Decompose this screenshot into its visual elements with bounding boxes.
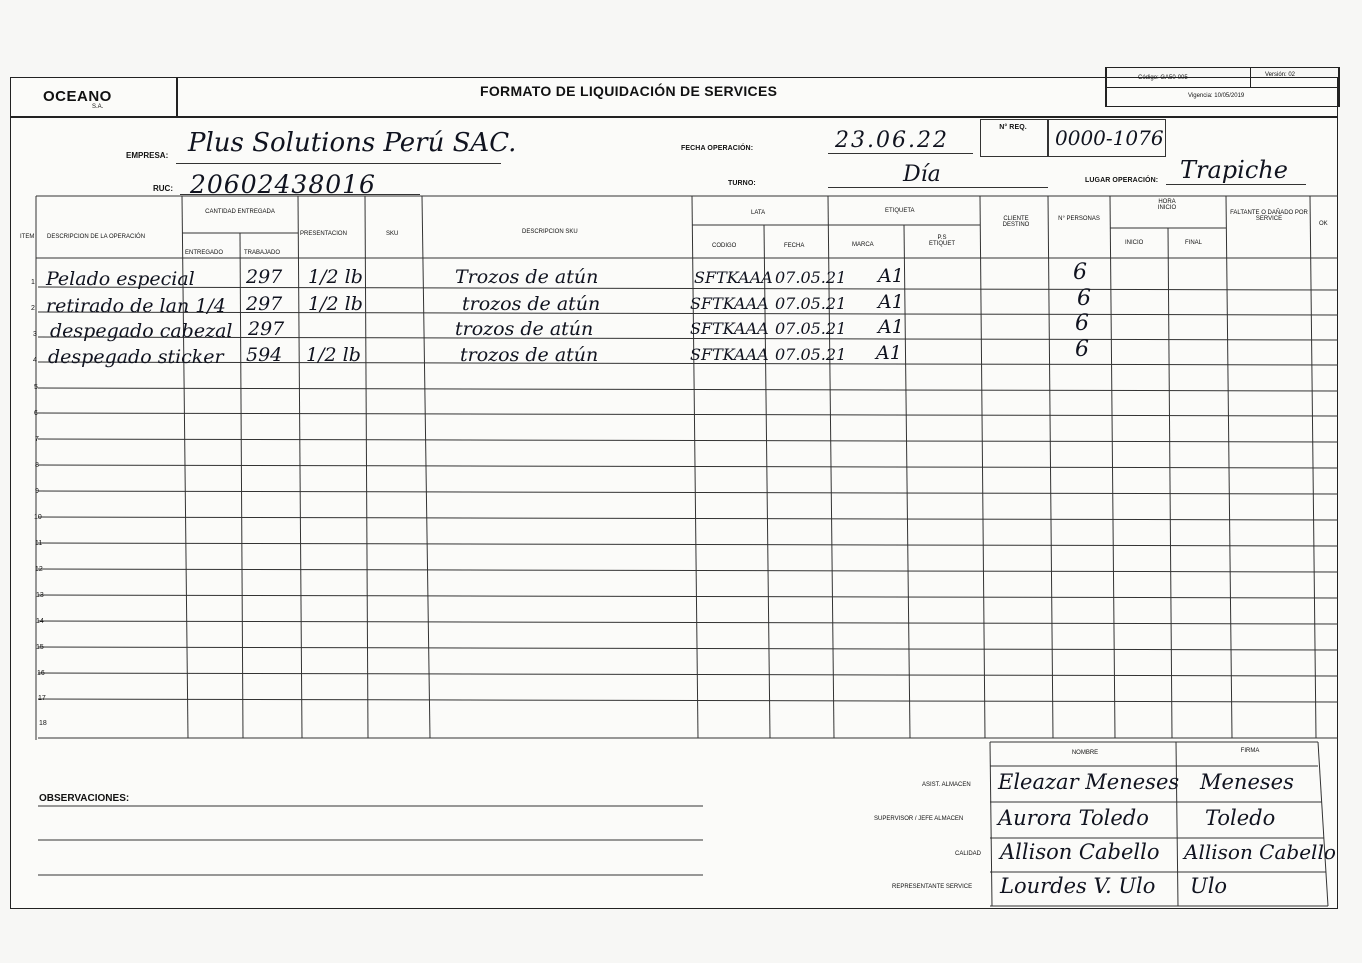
row-marca: A1: [878, 316, 904, 338]
col-fecha: FECHA: [784, 243, 805, 249]
col-sku: SKU: [386, 231, 399, 237]
row-personas: 6: [1077, 286, 1091, 311]
row-item-number: 2: [31, 305, 35, 312]
col-etiqueta: ETIQUETA: [885, 208, 915, 214]
row-item-number: 13: [36, 592, 44, 599]
row-personas: 6: [1073, 260, 1087, 285]
row-item-number: 12: [35, 566, 43, 573]
col-item: ITEM: [20, 234, 35, 240]
col-marca: MARCA: [852, 242, 874, 248]
row-item-number: 8: [35, 462, 39, 469]
row-presentacion: 1/2 lb: [308, 266, 363, 288]
col-ok: OK: [1319, 221, 1328, 227]
doc-code: Código: GA50-005: [1138, 75, 1188, 81]
ruc-label: RUC:: [153, 184, 173, 193]
signature-nombre-header: NOMBRE: [1071, 750, 1099, 756]
row-marca: A1: [878, 291, 904, 313]
row-marca: A1: [878, 265, 904, 287]
turno-label: TURNO:: [728, 180, 756, 187]
row-item-number: 9: [35, 488, 39, 495]
signature-firma: Toledo: [1205, 806, 1276, 830]
page-title: FORMATO DE LIQUIDACIÓN DE SERVICES: [480, 83, 778, 99]
row-item-number: 6: [34, 410, 38, 417]
logo-subtext: S.A.: [92, 104, 104, 110]
signature-role: REPRESENTANTE SERVICE: [892, 884, 973, 890]
row-item-number: 4: [33, 357, 37, 364]
col-n-personas: N° PERSONAS: [1058, 216, 1100, 222]
signature-firma: Meneses: [1200, 770, 1294, 794]
signature-firma: Ulo: [1190, 874, 1228, 898]
signature-firma-header: FIRMA: [1240, 748, 1260, 754]
col-inicio: INICIO: [1125, 240, 1144, 246]
lugar-operacion-value: Trapiche: [1180, 156, 1288, 184]
row-item-number: 3: [33, 331, 37, 338]
row-marca: A1: [876, 342, 902, 364]
row-lata-codigo: SFTKAAA: [690, 345, 769, 364]
signature-nombre: Allison Cabello: [1000, 840, 1160, 864]
req-value: 0000-1076: [1055, 126, 1164, 150]
col-entregado: ENTREGADO: [185, 250, 224, 256]
signature-role: SUPERVISOR / JEFE ALMACEN: [874, 816, 964, 822]
row-item-number: 18: [39, 720, 47, 727]
lugar-operacion-label: LUGAR OPERACIÓN:: [1085, 177, 1159, 184]
col-lata: LATA: [751, 210, 766, 216]
doc-version: Versión: 02: [1265, 72, 1296, 78]
col-faltante: FALTANTE O DAÑADO POR SERVICE: [1230, 210, 1308, 222]
col-descripcion-operacion: DESCRIPCION DE LA OPERACIÓN: [47, 234, 146, 240]
row-lata-fecha: 07.05.21: [775, 294, 847, 313]
row-item-number: 14: [36, 618, 44, 625]
row-trabajado: 297: [246, 293, 283, 315]
row-trabajado: 297: [248, 318, 285, 340]
row-trabajado: 297: [246, 266, 283, 288]
row-descripcion: retirado de lan 1/4: [46, 295, 226, 317]
signature-nombre: Lourdes V. Ulo: [1000, 874, 1156, 898]
row-presentacion: 1/2 lb: [306, 344, 361, 366]
col-codigo: CODIGO: [712, 243, 737, 249]
col-ps-etiquet: P.S ETIQUET: [928, 235, 955, 247]
col-hora-inicio: HORA INICIO: [1157, 199, 1177, 211]
row-desc-sku: trozos de atún: [455, 318, 594, 340]
signature-firma: Allison Cabello: [1184, 840, 1336, 864]
ruc-value: 20602438016: [190, 170, 376, 199]
row-presentacion: 1/2 lb: [308, 293, 363, 315]
fecha-operacion-label: FECHA OPERACIÓN:: [681, 145, 754, 152]
row-lata-fecha: 07.05.21: [775, 345, 847, 364]
req-label: N° REQ.: [999, 124, 1027, 131]
doc-vigencia: Vigencia: 10/05/2019: [1188, 93, 1245, 99]
fecha-operacion-value: 23.06.22: [835, 128, 949, 153]
row-lata-codigo: SFTKAAA: [690, 319, 769, 338]
row-descripcion: despegado cabezal: [50, 320, 233, 342]
col-final: FINAL: [1185, 240, 1203, 246]
row-item-number: 17: [38, 695, 46, 702]
row-lata-fecha: 07.05.21: [775, 268, 847, 287]
row-personas: 6: [1075, 337, 1089, 362]
row-trabajado: 594: [246, 344, 283, 366]
row-personas: 6: [1075, 311, 1089, 336]
turno-value: Día: [903, 162, 941, 187]
col-presentacion: PRESENTACION: [300, 231, 347, 237]
observaciones-label: OBSERVACIONES:: [39, 793, 130, 804]
signature-role: CALIDAD: [955, 851, 982, 857]
row-desc-sku: trozos de atún: [460, 344, 599, 366]
row-item-number: 16: [37, 670, 45, 677]
row-desc-sku: trozos de atún: [462, 293, 601, 315]
row-item-number: 5: [34, 384, 38, 391]
row-lata-codigo: SFTKAAA: [690, 294, 769, 313]
row-desc-sku: Trozos de atún: [455, 266, 599, 288]
row-item-number: 15: [36, 644, 44, 651]
row-descripcion: despegado sticker: [48, 346, 224, 368]
signature-role: ASIST. ALMACEN: [922, 782, 971, 788]
empresa-value: Plus Solutions Perú SAC.: [188, 128, 517, 158]
row-lata-fecha: 07.05.21: [775, 319, 847, 338]
row-item-number: 11: [35, 540, 43, 547]
row-item-number: 7: [35, 436, 39, 443]
col-cantidad-entregada: CANTIDAD ENTREGADA: [205, 209, 275, 215]
signature-nombre: Eleazar Meneses: [998, 770, 1180, 794]
signature-nombre: Aurora Toledo: [998, 806, 1149, 830]
col-trabajado: TRABAJADO: [244, 250, 281, 256]
col-descripcion-sku: DESCRIPCION SKU: [522, 229, 578, 235]
row-lata-codigo: SFTKAAA: [694, 268, 773, 287]
row-item-number: 10: [34, 514, 42, 521]
row-item-number: 1: [31, 279, 35, 286]
logo-text: OCEANO: [43, 88, 112, 105]
empresa-label: EMPRESA:: [126, 151, 169, 160]
row-descripcion: Pelado especial: [46, 268, 195, 290]
col-cliente-destino: CLIENTE DESTINO: [1002, 216, 1030, 228]
